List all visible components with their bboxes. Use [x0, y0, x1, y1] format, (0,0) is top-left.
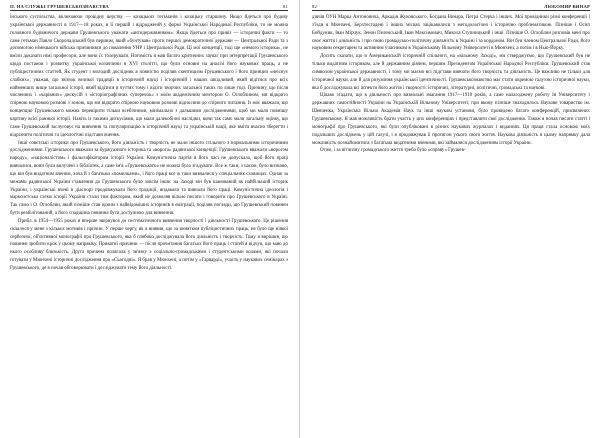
left-running-title: II. НА СЛУЖБІ ГРУШЕВСЬКОЗНАВСТВА	[10, 4, 109, 9]
right-running-title: ЛЮБОМИР ВИНАР	[544, 4, 590, 9]
right-page	[300, 0, 600, 438]
paragraph: і́нського суспільства, включаючи провідну верству — козацьких гетьманів і козацьку старшину. Якщо йдеться про будову української державності в 1917—18 роках, в її першій і відродженій у формі Української Народньої Республіки, то не можна головного будівничого держави Грушевського уважати «антидержавником». Якщо йдеться про привіз — історичні факти — то саме гетьман Павло Скоропадський був першим, який «бунтував» проти першої демократичної держави — Центральної Ради та з допомогою німецького війська причинився до повалення УНР і Центральної Ради. Ці мої концепції, тоді ще «немого історика», не вміли доказати німі професори, але вони їх толерували. Натомість я мав багато критичних зауваг при інтерпретації Грушевського щодо постанов і розвитку української козаччини в XVI столітті, що були основні на аналізі його наукових праць, а не публіцистичних статтей. Як студент і молодий дослідник я повністю поділяв скептицизм Грушевського і його принцип «неіснує слабких»; уважав, що зв'язок великої традиції в історичній науці і історичній і наших шкідливий, який відітися про всіх найменших вище загальної історії, який відітися в чуттях тому і відіти творчих загальної таких по лише тоді. Причину, що після численних і «чарівних» дискусій з «історіографічних суперечок» з моїм академічним ментором О. Оглоблином, ми відкрито спірною науковою розмові з зоною, що ми відкрито спірною науковою розмові відносини до спірного питання. Із моє вважали, що концепцію Грушевського можна перевірити тільки всебічними, мінімально з дальшими дослідженнями, щоб ми мали повнішу картину всієї ранньої історії. Навіть із такими дискусіями, що мали далекобічні наслідки, вони так само мали загальну оцінку, що саме Грушевський заслуговує на вивчення та популяризацію в історичній науці та українській нації, яке вміти вчасно зберегти і відрізнити політичні та ідеологічні підстави вчення.	[10, 15, 288, 138]
right-page-body	[312, 14, 590, 155]
left-page-body	[10, 14, 288, 273]
paragraph: Отже, і за вітчизну громадського життя треба було «справу» Грушев-	[320, 148, 466, 154]
paragraph: Прибл. в 1954—1955 роках я вперше звернувся до систематичного вивчення творчості і діяльності Грушевського. Це рішення склалося у мене з кількох мотивів і причин. У перше чергу, як я виявив, що за винятком публіцистичних праць, не було ще ніякої серйозної, об'єктивної монографії про Грушевського, яка б глибоко досліджувала його діяльність і творчість. Тому я вирішив, що повинен зробити крок у цьому напрямку. Приватні причини — після прочитання багатьох його праць і статей я відчув, що маю до нього особливу близькість. Друга причина полягала у зв'язку з соціально-громадськими і студентськими колами, які почали готувати у Мюнхені історичні дослідження про «Сьогодні». Я брав у Мюнхені, а потім у «Гарварді», участь у наукових семінарах з Грушевського, де я почав обговорювати і досліджувати тему його діяльності.	[10, 218, 288, 271]
left-page-number: 81	[283, 4, 288, 9]
paragraph: Цікаво згадати, що в діяльності про визвольні змагання 1917—1918 років, а саме налагоджену роботу Ів Університету і державних самостійності України на Українській Вільному Університеті, при якому пізніше знаходилось Наукове товариство ім. Шевченка, Українська Вільна Академія Наук та інші наукові установи, було проведено багато конференцій, присвячених Грушевському. Я мав можливість брати участь у цих конференціях і представляти свої дослідження. Також я почав писати статті і монографії про Грушевського, які були опубліковані в різних наукових журналах і виданнях. Ця праця стала основою моїх подальших досліджень у цій галузі, і я продовжував її протягом усього свого життя. Наукова діяльність в цьому напрямку дала можливість познайомитися з багатьма видатними вченими, які займалися дослідженням історії України.	[312, 93, 590, 146]
left-page-header	[10, 4, 288, 11]
paragraph: Інші совєтські історики про Грушевського, його діяльність і творчість не мали іншого стільного з нормальними історичними дослідженнями. Грушевського вважали за буржуазного історика та «ворога» радянської концепції. Грушевського вважали «ворогом народу», «націоналістом» і фальсифікатором історії України. Комуністична партія в його часі не допускала, щоб його праці вивчалися, вони були вилучені з бібліотек, а саме ім'я «Грушевського» не можна було згадувати. Все ж таки, з часом, було визнано, що він був видатним вченим, хоча й з багатьма «помилками», і його праці все ж таки вивчалися у спеціальних сховищах. Однак за межами радянської України ставлення до Грушевського було зовсім інше: на Заході він був шанований як найбільший історик України, і українські вчені в діаспорі продовжували його традиції, видавали та вивчали його праці. Комуністична ідеологія і марксистська схема історії України стали тим фактором, який не дозволяв вільно писати і говорити про Грушевського в Україні. Так само і О. Оглоблин, який пізніше став одним з найвідоміших істориків в еміграції, поділяв погляди, що Грушевський повинен бути реабілітований, а його спадщина повинна бути доступною для вивчення.	[10, 140, 288, 217]
right-page-header	[312, 4, 590, 11]
paragraph: Досить сказати, що в Американській історичній спільноті, на «вільному Заході», ми стверджуємо, що Грушевський був не тільки видатним істориком, але й державним діячем, першим Президентом Української Народної Республіки. Грушевський став символом української державності, і тому ми маємо всі підстави вивчати його творчість та діяльність. Це важливо не тільки для історичної науки, але й для розуміння української ідентичності. Грушевськознавство має стати окремою галуззю історичної науки, яка б досліджувала всі аспекти його життя і творчості: історичні, літературні, політичні, громадські та наукові.	[312, 54, 590, 91]
right-page-number: 82	[312, 4, 317, 9]
paragraph: діячів ОУН Марка Антоновича, Аркадія Жуковського, Богдана Винара, Петра Стерча і інших. Мої провідники різні конференції і з'їзди в Мюнхені, Берхтесгадені і інших місцях зацікавилися з методологічно і історично проблематикою. Пізніше і Осип Бойдуник, Іван Мірчук, Зенон Пеленський, Іван Максимович, Микола Ступницький і інші. Пізніше О. Оглоблин розповів мені про своє життя і діяльність і про свою громадсько-політичну діяльність в Україні і за кордоном. Він був членом Центральної Ради, його науковим секретарем та активним учасником в Українському Вільному Університеті в Мюнхені, а потім і в Нью-Йорку.	[312, 15, 590, 52]
